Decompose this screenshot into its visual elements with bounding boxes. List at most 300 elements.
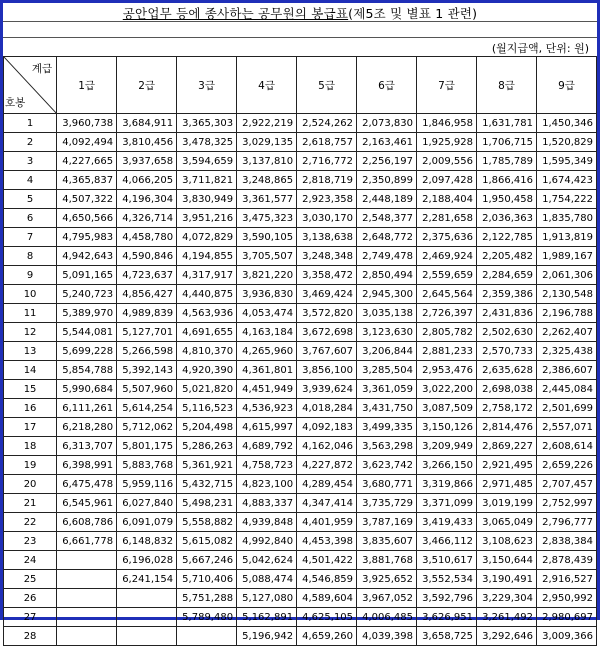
salary-cell: 4,347,414 bbox=[297, 494, 357, 513]
salary-cell: 4,265,960 bbox=[237, 342, 297, 361]
salary-cell: 3,856,100 bbox=[297, 361, 357, 380]
table-row bbox=[4, 342, 597, 361]
salary-cell: 3,572,820 bbox=[297, 304, 357, 323]
salary-cell: 3,365,303 bbox=[177, 114, 237, 133]
salary-cell: 6,313,707 bbox=[57, 437, 117, 456]
table-row bbox=[4, 418, 597, 437]
table-row bbox=[4, 114, 597, 133]
salary-cell: 2,431,836 bbox=[477, 304, 537, 323]
table-row bbox=[4, 152, 597, 171]
grade-label: 계급 bbox=[31, 63, 53, 75]
salary-cell: 1,631,781 bbox=[477, 114, 537, 133]
salary-cell: 2,980,697 bbox=[537, 608, 597, 627]
salary-cell: 4,546,859 bbox=[297, 570, 357, 589]
salary-cell bbox=[177, 627, 237, 646]
salary-cell: 5,801,175 bbox=[117, 437, 177, 456]
salary-cell bbox=[57, 608, 117, 627]
salary-cell: 5,266,598 bbox=[117, 342, 177, 361]
salary-cell: 4,196,304 bbox=[117, 190, 177, 209]
salary-cell: 2,262,407 bbox=[537, 323, 597, 342]
salary-cell: 2,163,461 bbox=[357, 133, 417, 152]
salary-cell: 3,209,949 bbox=[417, 437, 477, 456]
salary-cell: 2,284,659 bbox=[477, 266, 537, 285]
salary-cell: 2,953,476 bbox=[417, 361, 477, 380]
salary-cell: 6,608,786 bbox=[57, 513, 117, 532]
salary-cell: 2,916,527 bbox=[537, 570, 597, 589]
salary-cell bbox=[117, 627, 177, 646]
salary-cell: 3,019,199 bbox=[477, 494, 537, 513]
salary-cell: 4,989,839 bbox=[117, 304, 177, 323]
salary-cell: 5,699,228 bbox=[57, 342, 117, 361]
salary-cell: 2,698,038 bbox=[477, 380, 537, 399]
salary-table bbox=[3, 56, 597, 646]
salary-cell: 4,810,370 bbox=[177, 342, 237, 361]
salary-cell: 1,835,780 bbox=[537, 209, 597, 228]
salary-cell: 2,548,377 bbox=[357, 209, 417, 228]
salary-cell: 2,386,607 bbox=[537, 361, 597, 380]
step-label: 호봉 bbox=[5, 97, 26, 109]
salary-cell: 4,006,485 bbox=[357, 608, 417, 627]
salary-cell: 2,923,358 bbox=[297, 190, 357, 209]
salary-cell: 2,814,476 bbox=[477, 418, 537, 437]
salary-cell: 2,130,548 bbox=[537, 285, 597, 304]
salary-cell: 4,939,848 bbox=[237, 513, 297, 532]
salary-cell: 4,053,474 bbox=[237, 304, 297, 323]
salary-cell: 3,431,750 bbox=[357, 399, 417, 418]
salary-cell: 6,241,154 bbox=[117, 570, 177, 589]
salary-cell: 2,945,300 bbox=[357, 285, 417, 304]
table-row bbox=[4, 456, 597, 475]
salary-cell: 4,536,923 bbox=[237, 399, 297, 418]
salary-cell: 3,680,771 bbox=[357, 475, 417, 494]
salary-cell: 3,009,366 bbox=[537, 627, 597, 646]
salary-cell: 3,035,138 bbox=[357, 304, 417, 323]
step-cell: 10 bbox=[4, 285, 57, 304]
step-cell: 6 bbox=[4, 209, 57, 228]
table-row bbox=[4, 513, 597, 532]
step-cell: 28 bbox=[4, 627, 57, 646]
salary-cell: 2,749,478 bbox=[357, 247, 417, 266]
salary-cell: 5,432,715 bbox=[177, 475, 237, 494]
salary-cell: 1,989,167 bbox=[537, 247, 597, 266]
salary-cell: 6,475,478 bbox=[57, 475, 117, 494]
salary-cell: 5,544,081 bbox=[57, 323, 117, 342]
salary-cell: 2,359,386 bbox=[477, 285, 537, 304]
salary-cell: 3,285,504 bbox=[357, 361, 417, 380]
salary-cell: 3,065,049 bbox=[477, 513, 537, 532]
salary-cell: 3,967,052 bbox=[357, 589, 417, 608]
salary-cell: 3,735,729 bbox=[357, 494, 417, 513]
salary-cell: 6,111,261 bbox=[57, 399, 117, 418]
salary-cell: 4,458,780 bbox=[117, 228, 177, 247]
salary-cell: 2,648,772 bbox=[357, 228, 417, 247]
salary-cell: 3,030,170 bbox=[297, 209, 357, 228]
step-cell: 26 bbox=[4, 589, 57, 608]
step-cell: 16 bbox=[4, 399, 57, 418]
step-cell: 19 bbox=[4, 456, 57, 475]
table-row bbox=[4, 171, 597, 190]
salary-cell: 4,289,454 bbox=[297, 475, 357, 494]
step-cell: 23 bbox=[4, 532, 57, 551]
table-row bbox=[4, 266, 597, 285]
grade-header: 7급 bbox=[417, 57, 477, 114]
salary-cell: 4,650,566 bbox=[57, 209, 117, 228]
salary-cell: 3,466,112 bbox=[417, 532, 477, 551]
table-row bbox=[4, 228, 597, 247]
salary-cell: 1,925,928 bbox=[417, 133, 477, 152]
salary-cell: 4,758,723 bbox=[237, 456, 297, 475]
salary-cell: 4,615,997 bbox=[237, 418, 297, 437]
salary-cell: 3,510,617 bbox=[417, 551, 477, 570]
salary-cell: 4,795,983 bbox=[57, 228, 117, 247]
table-row bbox=[4, 437, 597, 456]
salary-cell: 5,959,116 bbox=[117, 475, 177, 494]
step-cell: 1 bbox=[4, 114, 57, 133]
salary-cell: 3,138,638 bbox=[297, 228, 357, 247]
table-row bbox=[4, 627, 597, 646]
salary-cell: 2,881,233 bbox=[417, 342, 477, 361]
step-cell: 27 bbox=[4, 608, 57, 627]
salary-cell: 5,990,684 bbox=[57, 380, 117, 399]
salary-cell: 2,635,628 bbox=[477, 361, 537, 380]
table-row bbox=[4, 608, 597, 627]
salary-cell: 4,659,260 bbox=[297, 627, 357, 646]
table-row bbox=[4, 133, 597, 152]
table-body bbox=[4, 114, 597, 646]
salary-cell: 2,196,788 bbox=[537, 304, 597, 323]
salary-cell: 4,590,846 bbox=[117, 247, 177, 266]
table-row bbox=[4, 190, 597, 209]
salary-cell: 2,073,830 bbox=[357, 114, 417, 133]
salary-cell: 4,092,183 bbox=[297, 418, 357, 437]
salary-cell: 5,667,246 bbox=[177, 551, 237, 570]
salary-cell: 2,645,564 bbox=[417, 285, 477, 304]
salary-cell: 5,361,921 bbox=[177, 456, 237, 475]
salary-cell: 2,921,495 bbox=[477, 456, 537, 475]
step-cell: 5 bbox=[4, 190, 57, 209]
salary-cell: 3,475,323 bbox=[237, 209, 297, 228]
salary-cell: 4,883,337 bbox=[237, 494, 297, 513]
step-cell: 9 bbox=[4, 266, 57, 285]
salary-cell: 4,227,665 bbox=[57, 152, 117, 171]
step-cell: 22 bbox=[4, 513, 57, 532]
table-row bbox=[4, 209, 597, 228]
salary-cell: 2,375,636 bbox=[417, 228, 477, 247]
salary-cell: 4,625,105 bbox=[297, 608, 357, 627]
salary-cell: 5,196,942 bbox=[237, 627, 297, 646]
salary-cell: 3,029,135 bbox=[237, 133, 297, 152]
salary-cell: 3,658,725 bbox=[417, 627, 477, 646]
salary-cell: 3,087,509 bbox=[417, 399, 477, 418]
salary-cell: 5,116,523 bbox=[177, 399, 237, 418]
salary-cell: 2,838,384 bbox=[537, 532, 597, 551]
salary-cell bbox=[57, 570, 117, 589]
salary-cell: 2,281,658 bbox=[417, 209, 477, 228]
grade-header: 8급 bbox=[477, 57, 537, 114]
salary-cell bbox=[57, 589, 117, 608]
salary-cell: 5,712,062 bbox=[117, 418, 177, 437]
salary-cell: 6,091,079 bbox=[117, 513, 177, 532]
salary-cell: 3,626,951 bbox=[417, 608, 477, 627]
salary-cell: 5,614,254 bbox=[117, 399, 177, 418]
salary-cell: 5,162,891 bbox=[237, 608, 297, 627]
salary-cell: 4,823,100 bbox=[237, 475, 297, 494]
table-row bbox=[4, 532, 597, 551]
salary-cell: 4,992,840 bbox=[237, 532, 297, 551]
step-cell: 17 bbox=[4, 418, 57, 437]
salary-cell: 3,881,768 bbox=[357, 551, 417, 570]
salary-cell: 3,563,298 bbox=[357, 437, 417, 456]
salary-cell: 4,039,398 bbox=[357, 627, 417, 646]
salary-cell: 3,925,652 bbox=[357, 570, 417, 589]
step-cell: 8 bbox=[4, 247, 57, 266]
grade-header: 6급 bbox=[357, 57, 417, 114]
salary-cell: 3,266,150 bbox=[417, 456, 477, 475]
header-row bbox=[4, 57, 597, 114]
salary-cell: 1,450,346 bbox=[537, 114, 597, 133]
salary-cell: 5,389,970 bbox=[57, 304, 117, 323]
grade-header: 2급 bbox=[117, 57, 177, 114]
salary-cell: 4,691,655 bbox=[177, 323, 237, 342]
rule-line bbox=[3, 37, 597, 38]
salary-cell: 4,589,604 bbox=[297, 589, 357, 608]
document-title bbox=[3, 4, 597, 22]
salary-cell: 3,469,424 bbox=[297, 285, 357, 304]
salary-cell: 2,205,482 bbox=[477, 247, 537, 266]
grade-header: 1급 bbox=[57, 57, 117, 114]
step-cell: 18 bbox=[4, 437, 57, 456]
salary-cell: 4,163,184 bbox=[237, 323, 297, 342]
salary-cell: 4,501,422 bbox=[297, 551, 357, 570]
salary-cell: 4,092,494 bbox=[57, 133, 117, 152]
salary-cell: 3,371,099 bbox=[417, 494, 477, 513]
step-cell: 14 bbox=[4, 361, 57, 380]
salary-cell: 4,072,829 bbox=[177, 228, 237, 247]
table-row bbox=[4, 570, 597, 589]
salary-cell: 5,883,768 bbox=[117, 456, 177, 475]
table-row bbox=[4, 247, 597, 266]
table-row bbox=[4, 589, 597, 608]
grade-header: 9급 bbox=[537, 57, 597, 114]
salary-cell: 4,453,398 bbox=[297, 532, 357, 551]
salary-cell: 2,850,494 bbox=[357, 266, 417, 285]
step-cell: 2 bbox=[4, 133, 57, 152]
salary-cell: 2,971,485 bbox=[477, 475, 537, 494]
salary-cell: 3,123,630 bbox=[357, 323, 417, 342]
salary-cell: 3,705,507 bbox=[237, 247, 297, 266]
salary-cell: 3,787,169 bbox=[357, 513, 417, 532]
salary-cell: 2,445,084 bbox=[537, 380, 597, 399]
salary-cell: 2,350,899 bbox=[357, 171, 417, 190]
salary-cell: 5,789,480 bbox=[177, 608, 237, 627]
salary-cell: 5,854,788 bbox=[57, 361, 117, 380]
salary-cell: 4,326,714 bbox=[117, 209, 177, 228]
salary-cell: 3,810,456 bbox=[117, 133, 177, 152]
header-corner bbox=[4, 57, 57, 114]
salary-cell: 6,148,832 bbox=[117, 532, 177, 551]
salary-cell: 3,594,659 bbox=[177, 152, 237, 171]
salary-cell: 1,706,715 bbox=[477, 133, 537, 152]
salary-cell: 4,194,855 bbox=[177, 247, 237, 266]
salary-cell: 2,448,189 bbox=[357, 190, 417, 209]
salary-cell: 2,796,777 bbox=[537, 513, 597, 532]
salary-cell: 3,499,335 bbox=[357, 418, 417, 437]
salary-cell: 3,552,534 bbox=[417, 570, 477, 589]
salary-cell: 2,256,197 bbox=[357, 152, 417, 171]
salary-cell: 2,036,363 bbox=[477, 209, 537, 228]
salary-cell: 2,608,614 bbox=[537, 437, 597, 456]
salary-cell: 3,261,492 bbox=[477, 608, 537, 627]
salary-cell: 3,358,472 bbox=[297, 266, 357, 285]
grade-header: 3급 bbox=[177, 57, 237, 114]
salary-cell: 3,206,844 bbox=[357, 342, 417, 361]
salary-cell: 3,592,796 bbox=[417, 589, 477, 608]
step-cell: 21 bbox=[4, 494, 57, 513]
step-cell: 12 bbox=[4, 323, 57, 342]
salary-cell: 1,785,789 bbox=[477, 152, 537, 171]
salary-cell: 3,229,304 bbox=[477, 589, 537, 608]
salary-cell: 1,913,819 bbox=[537, 228, 597, 247]
salary-cell: 3,590,105 bbox=[237, 228, 297, 247]
salary-cell bbox=[117, 608, 177, 627]
salary-cell: 5,042,624 bbox=[237, 551, 297, 570]
salary-cell: 3,248,348 bbox=[297, 247, 357, 266]
salary-cell: 3,960,738 bbox=[57, 114, 117, 133]
salary-cell: 1,520,829 bbox=[537, 133, 597, 152]
salary-cell: 2,659,226 bbox=[537, 456, 597, 475]
table-row bbox=[4, 361, 597, 380]
salary-cell: 3,830,949 bbox=[177, 190, 237, 209]
salary-cell: 2,524,262 bbox=[297, 114, 357, 133]
salary-cell: 3,248,865 bbox=[237, 171, 297, 190]
salary-cell: 3,419,433 bbox=[417, 513, 477, 532]
salary-cell: 5,507,960 bbox=[117, 380, 177, 399]
salary-cell: 2,188,404 bbox=[417, 190, 477, 209]
salary-cell: 5,204,498 bbox=[177, 418, 237, 437]
salary-cell: 4,227,872 bbox=[297, 456, 357, 475]
salary-cell: 4,365,837 bbox=[57, 171, 117, 190]
salary-cell: 6,196,028 bbox=[117, 551, 177, 570]
salary-cell: 2,061,306 bbox=[537, 266, 597, 285]
salary-cell: 3,292,646 bbox=[477, 627, 537, 646]
salary-cell: 4,018,284 bbox=[297, 399, 357, 418]
salary-cell: 5,558,882 bbox=[177, 513, 237, 532]
step-cell: 7 bbox=[4, 228, 57, 247]
table-row bbox=[4, 551, 597, 570]
salary-cell: 6,545,961 bbox=[57, 494, 117, 513]
salary-cell bbox=[117, 589, 177, 608]
salary-cell: 2,726,397 bbox=[417, 304, 477, 323]
salary-cell: 2,501,699 bbox=[537, 399, 597, 418]
salary-cell: 3,150,126 bbox=[417, 418, 477, 437]
salary-cell: 3,951,216 bbox=[177, 209, 237, 228]
title-main: 공안업무 등에 종사하는 공무원의 봉급표 bbox=[122, 6, 349, 21]
salary-cell bbox=[57, 627, 117, 646]
salary-cell: 4,451,949 bbox=[237, 380, 297, 399]
salary-cell: 3,108,623 bbox=[477, 532, 537, 551]
grade-header: 4급 bbox=[237, 57, 297, 114]
table-row bbox=[4, 323, 597, 342]
salary-cell: 3,190,491 bbox=[477, 570, 537, 589]
salary-cell: 2,818,719 bbox=[297, 171, 357, 190]
salary-cell: 3,361,059 bbox=[357, 380, 417, 399]
salary-cell: 5,392,143 bbox=[117, 361, 177, 380]
salary-cell: 4,689,792 bbox=[237, 437, 297, 456]
unit-note: (월지급액, 단위: 원) bbox=[491, 42, 589, 55]
salary-cell: 3,478,325 bbox=[177, 133, 237, 152]
salary-cell: 3,319,866 bbox=[417, 475, 477, 494]
table-row bbox=[4, 304, 597, 323]
salary-cell: 1,674,423 bbox=[537, 171, 597, 190]
salary-cell: 2,502,630 bbox=[477, 323, 537, 342]
salary-cell: 3,361,577 bbox=[237, 190, 297, 209]
salary-cell: 3,684,911 bbox=[117, 114, 177, 133]
salary-cell: 3,767,607 bbox=[297, 342, 357, 361]
salary-cell: 5,088,474 bbox=[237, 570, 297, 589]
salary-cell: 3,937,658 bbox=[117, 152, 177, 171]
salary-cell: 5,240,723 bbox=[57, 285, 117, 304]
salary-cell: 1,866,416 bbox=[477, 171, 537, 190]
salary-cell: 4,317,917 bbox=[177, 266, 237, 285]
salary-cell: 4,507,322 bbox=[57, 190, 117, 209]
salary-cell: 3,711,821 bbox=[177, 171, 237, 190]
salary-cell: 2,618,757 bbox=[297, 133, 357, 152]
step-cell: 11 bbox=[4, 304, 57, 323]
salary-cell: 4,942,643 bbox=[57, 247, 117, 266]
step-cell: 3 bbox=[4, 152, 57, 171]
salary-cell: 4,066,205 bbox=[117, 171, 177, 190]
salary-cell: 5,751,288 bbox=[177, 589, 237, 608]
title-reference: (제5조 및 별표 1 관련) bbox=[348, 6, 478, 21]
salary-cell: 3,821,220 bbox=[237, 266, 297, 285]
step-cell: 13 bbox=[4, 342, 57, 361]
salary-cell: 2,097,428 bbox=[417, 171, 477, 190]
salary-cell: 6,027,840 bbox=[117, 494, 177, 513]
salary-cell: 1,950,458 bbox=[477, 190, 537, 209]
salary-cell: 1,595,349 bbox=[537, 152, 597, 171]
step-cell: 24 bbox=[4, 551, 57, 570]
salary-cell: 5,710,406 bbox=[177, 570, 237, 589]
salary-cell: 4,563,936 bbox=[177, 304, 237, 323]
salary-cell: 5,127,080 bbox=[237, 589, 297, 608]
salary-cell: 4,440,875 bbox=[177, 285, 237, 304]
salary-cell: 6,218,280 bbox=[57, 418, 117, 437]
salary-cell: 6,398,991 bbox=[57, 456, 117, 475]
salary-cell: 3,672,698 bbox=[297, 323, 357, 342]
table-row bbox=[4, 285, 597, 304]
salary-cell: 2,805,782 bbox=[417, 323, 477, 342]
salary-cell: 2,752,997 bbox=[537, 494, 597, 513]
table-row bbox=[4, 475, 597, 494]
step-cell: 4 bbox=[4, 171, 57, 190]
step-cell: 20 bbox=[4, 475, 57, 494]
salary-cell: 3,939,624 bbox=[297, 380, 357, 399]
salary-cell: 4,723,637 bbox=[117, 266, 177, 285]
salary-cell: 3,623,742 bbox=[357, 456, 417, 475]
salary-cell: 3,936,830 bbox=[237, 285, 297, 304]
salary-cell: 2,559,659 bbox=[417, 266, 477, 285]
salary-cell: 5,021,820 bbox=[177, 380, 237, 399]
salary-cell: 5,127,701 bbox=[117, 323, 177, 342]
salary-cell: 2,950,992 bbox=[537, 589, 597, 608]
salary-cell: 2,878,439 bbox=[537, 551, 597, 570]
salary-cell: 5,286,263 bbox=[177, 437, 237, 456]
salary-cell: 4,162,046 bbox=[297, 437, 357, 456]
salary-cell: 3,137,810 bbox=[237, 152, 297, 171]
salary-cell: 4,920,390 bbox=[177, 361, 237, 380]
step-cell: 15 bbox=[4, 380, 57, 399]
salary-cell: 2,557,071 bbox=[537, 418, 597, 437]
